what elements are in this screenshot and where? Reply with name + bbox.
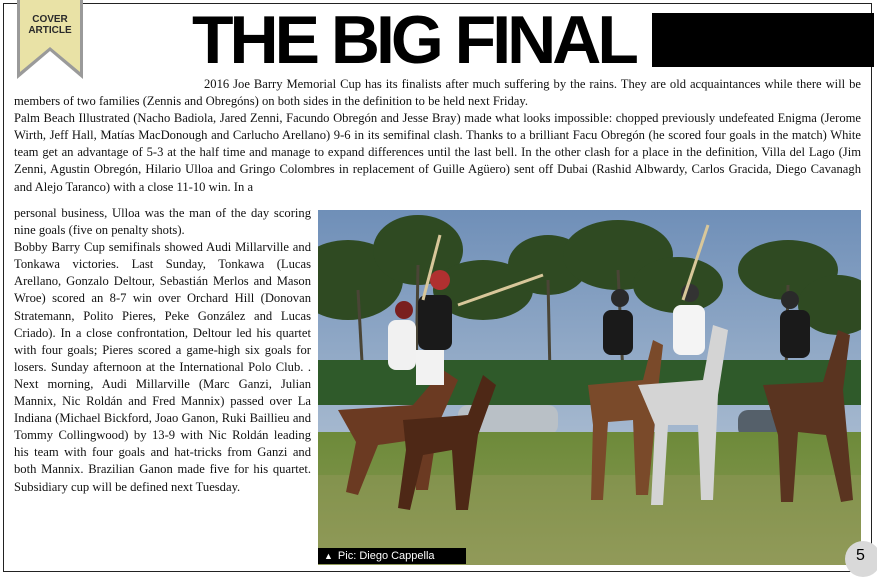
column-paragraph-1: personal business, Ulloa was the man of the day scoring nine goals (five on penalty shots).	[14, 206, 311, 238]
lede-paragraph-2: Palm Beach Illustrated (Nacho Badiola, Jared Zenni, Facundo Obregón and Jesse Bray) made what looks impossible: chopped previously undefeated Enigma (Jerome Wirth, Jeff Hall, Matías MacDonough and Carlucho Arellano) 9-6 in its semifinal clash. Thanks to a brilliant Facu Obregón (he scored four goals in the match) White team get an advantage of 5-3 at the half time and manage to expand differences until the last bell. In the other clash for a place in the definition, Villa del Lago (Jim Zenni, Agustin Obregón, Hilario Ulloa and Gringo Colombres in replacement of Guille Agüero) sent off Dubai (Rashid Albwardy, Carlos Gracida, Diego Cavanagh and Alejo Taranco) with a close 11-10 win. In a	[14, 111, 861, 194]
title-black-bar	[652, 13, 874, 67]
badge-label	[16, 14, 84, 36]
badge-line-2: ARTICLE	[28, 25, 72, 36]
cover-article-badge	[16, 0, 84, 80]
bookmark-ribbon-icon	[16, 0, 84, 80]
lede-paragraph-1: 2016 Joe Barry Memorial Cup has its finalists after much suffering by the rains. They are old acquaintances while there will be members of two families (Zennis and Obregóns) on both sides in the definition to be held next Friday.	[14, 77, 861, 109]
article-title: THE BIG FINAL	[192, 2, 635, 78]
photo-caption	[318, 548, 466, 564]
photo-credit: Pic: Diego Cappella	[337, 550, 435, 562]
article-column	[14, 205, 311, 496]
page-number: 5	[845, 541, 877, 577]
polo-match-photo	[318, 210, 861, 565]
column-paragraph-2: Bobby Barry Cup semifinals showed Audi Millarville and Tonkawa victories. Last Sunday, Tonkawa (Lucas Arellano, Gonzalo Deltour, Sebastián Merlos and Mason Wroe) scored an 8-7 win over Orchard Hill (Donovan Stratemann, Polito Pieres, Peke González and Lucas Criado). In a close confrontation, Deltour led his quartet with four goals; Pieres scored a game-high six goals for losers. Sunday afternoon at the International Polo Club. . Next morning, Audi Millarville (Marc Ganzi, Julian Mannix, Nic Roldán and Fred Mannix) passed over La Indiana (Michael Bickford, Joao Ganon, Ruki Baillieu and Tommy Collingwood) by 13-9 with Nic Roldán leading his team with four goals and hat-tricks from Ganzi and both Mannix. Brazilian Ganon made five for his quartet. Subsidiary cup will be defined next Tuesday.	[14, 240, 311, 494]
triangle-up-icon: ▲	[324, 551, 333, 561]
badge-line-1: COVER	[32, 14, 68, 25]
polo-scene-image	[318, 210, 861, 565]
article-lede	[14, 76, 861, 196]
